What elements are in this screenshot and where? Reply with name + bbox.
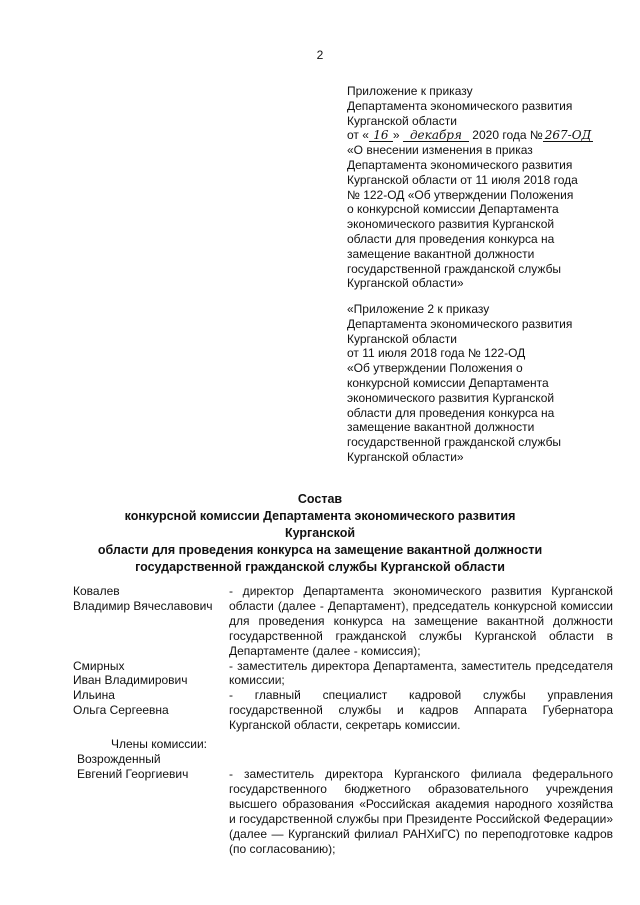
handwritten-day: 16 xyxy=(369,129,393,142)
member-role: - заместитель директора Курганского филиала федерального государственного бюджетного образовательного учреждения высшего образования «Российская академия народного хозяйства и государственной службы при Президенте Российской Федерации» (далее — Курганский филиал РАНХиГС) по переподготовке кадров (по согласованию); xyxy=(229,766,613,856)
member-deputy-chairman xyxy=(73,659,613,689)
annex-header xyxy=(347,84,627,291)
annex-line: Департамента экономического развития xyxy=(347,98,573,113)
annex-original-header xyxy=(347,302,627,465)
member-role: - директор Департамента экономического развития Курганской области (далее - Департамент), председатель конкурсной комиссии для проведения конкурса на замещение вакантной должности государственной гражданской службы Курганской области в Департаменте (далее - комиссия); xyxy=(229,584,613,658)
members-heading: Члены комиссии: xyxy=(111,737,208,752)
annex-line: конкурсной комиссии Департамента xyxy=(347,375,549,390)
title-line: Состав xyxy=(297,492,343,506)
member-given-names: Ольга Сергеевна xyxy=(73,703,169,718)
annex-line: Приложение к приказу xyxy=(347,84,473,98)
member-surname: Ковалев xyxy=(73,584,120,598)
commission-members-list xyxy=(73,584,613,856)
page-number: 2 xyxy=(316,48,324,62)
member-surname: Возрожденный xyxy=(77,751,161,766)
date-mid: » xyxy=(392,128,400,143)
title-line: конкурсной комиссии Департамента экономического развития Курганской xyxy=(124,509,516,540)
annex-line: экономического развития Курганской xyxy=(347,390,555,405)
annex-line: государственной гражданской службы xyxy=(347,435,562,450)
member-role: - главный специалист кадровой службы управления государственной службы и кадров Аппарата Губернатора Курганской области, секретарь комиссии. xyxy=(229,688,613,733)
annex-line: Департамента экономического развития xyxy=(347,316,573,331)
date-prefix: от « xyxy=(347,128,369,143)
handwritten-order-number: 267-ОД xyxy=(544,128,592,143)
annex-line: Курганской области xyxy=(347,113,457,128)
member-name xyxy=(73,752,229,856)
annex-line: области для проведения конкурса на xyxy=(347,405,555,420)
annex-line: Курганской области» xyxy=(347,449,464,464)
annex-line: области для проведения конкурса на xyxy=(347,231,555,246)
member-chairman xyxy=(73,584,613,659)
annex-line: экономического развития Курганской xyxy=(347,217,555,232)
member-name xyxy=(73,659,229,689)
annex-line: Курганской области от 11 июля 2018 года xyxy=(347,172,578,187)
member-commission xyxy=(73,752,613,856)
annex-line: Департамента экономического развития xyxy=(347,157,573,172)
member-given-names: Евгений Георгиевич xyxy=(77,766,189,781)
member-secretary xyxy=(73,688,613,733)
member-surname: Смирных xyxy=(73,658,125,673)
document-title xyxy=(95,491,545,576)
annex-date-line xyxy=(347,128,627,143)
annex-line: государственной гражданской службы xyxy=(347,261,562,276)
member-name xyxy=(73,688,229,733)
date-year: 2020 года № xyxy=(472,128,543,143)
title-line: государственной гражданской службы Курганской области xyxy=(135,560,505,574)
annex-line: замещение вакантной должности xyxy=(347,420,535,435)
annex-line: замещение вакантной должности xyxy=(347,246,535,261)
annex-line: «Об утверждении Положения о xyxy=(347,361,523,376)
annex-line: Курганской области xyxy=(347,331,457,346)
annex-line: «О внесении изменения в приказ xyxy=(347,143,533,158)
member-role: - заместитель директора Департамента, заместитель председателя комиссии; xyxy=(229,658,613,688)
member-name xyxy=(73,584,229,659)
title-line: области для проведения конкурса на замещение вакантной должности xyxy=(97,543,543,557)
handwritten-month: декабря xyxy=(403,129,469,142)
member-given-names: Иван Владимирович xyxy=(73,673,188,688)
annex-line: Курганской области» xyxy=(347,276,464,291)
member-given-names: Владимир Вячеславович xyxy=(73,598,213,613)
annex-line: от 11 июля 2018 года № 122-ОД xyxy=(347,346,526,361)
annex-line: «Приложение 2 к приказу xyxy=(347,302,490,316)
member-surname: Ильина xyxy=(73,688,115,703)
annex-line: № 122-ОД «Об утверждении Положения xyxy=(347,187,574,202)
annex-line: о конкурсной комиссии Департамента xyxy=(347,202,559,217)
